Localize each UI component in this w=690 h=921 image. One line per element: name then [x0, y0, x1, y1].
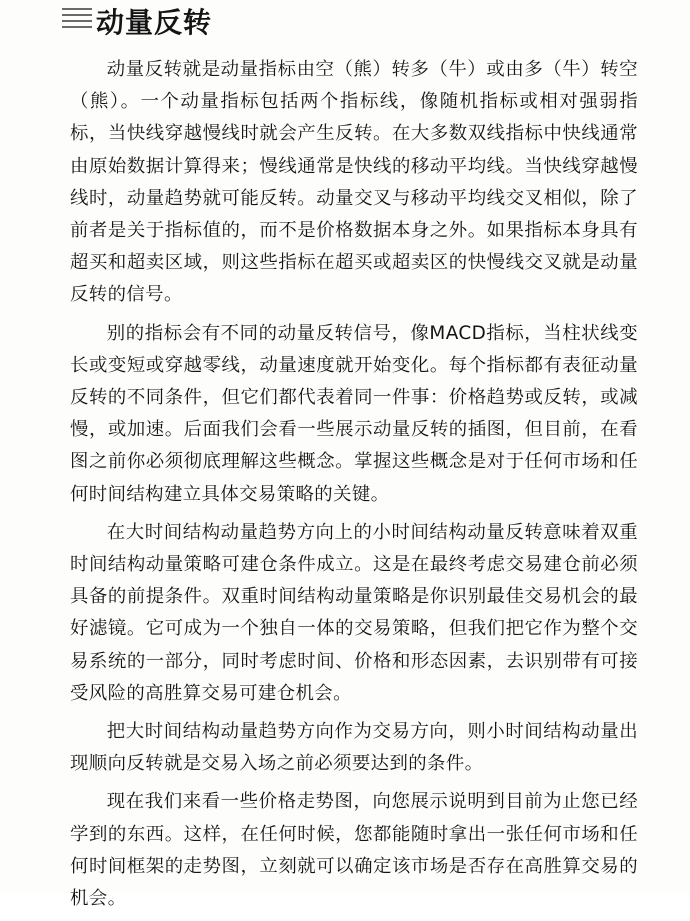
paragraph-3: 在大时间结构动量趋势方向上的小时间结构动量反转意味着双重时间结构动量策略可建仓条件成立。这是在最终考虑交易建仓前必须具备的前提条件。双重时间结构动量策略是你识别最佳交易机会的最好滤镜。它可成为一个独自一体的交易策略，但我们把它作为整个交易系统的一部分，同时考虑时间、价格和形态因素，去识别带有可接受风险的高胜算交易可建仓机会。	[70, 521, 638, 704]
paragraph-4: 把大时间结构动量趋势方向作为交易方向，则小时间结构动量出现顺向反转就是交易入场之前必须要达到的条件。	[70, 721, 638, 775]
paragraph-2: 别的指标会有不同的动量反转信号，像MACD指标，当柱状线变长或变短或穿越零线，动量速度就开始变化。每个指标都有表征动量反转的不同条件，但它们都代表着同一件事：价格趋势或反转，或减慢，或加速。后面我们会看一些展示动量反转的插图，但目前，在看图之前你必须彻底理解这些概念。掌握这些概念是对于任何市场和任何时间结构建立具体交易策略的关键。	[70, 322, 638, 505]
paragraph-5: 现在我们来看一些价格走势图，向您展示说明到目前为止您已经学到的东西。这样，在任何时候，您都能随时拿出一张任何市场和任何时间框架的走势图，立刻就可以确定该市场是否存在高胜算交易的机会。	[70, 791, 638, 910]
body-text	[70, 54, 638, 921]
paragraph-1: 动量反转就是动量指标由空（熊）转多（牛）或由多（牛）转空（熊）。一个动量指标包括两个指标线，像随机指标或相对强弱指标，当快线穿越慢线时就会产生反转。在大多数双线指标中快线通常由原始数据计算得来；慢线通常是快线的移动平均线。当快线穿越慢线时，动量趋势就可能反转。动量交叉与移动平均线交叉相似，除了前者是关于指标值的，而不是价格数据本身之外。如果指标本身具有超买和超卖区域，则这些指标在超买或超卖区的快慢线交叉就是动量反转的信号。	[70, 59, 638, 306]
section-title: 动量反转	[96, 6, 213, 39]
header-decoration-icon	[62, 8, 92, 38]
